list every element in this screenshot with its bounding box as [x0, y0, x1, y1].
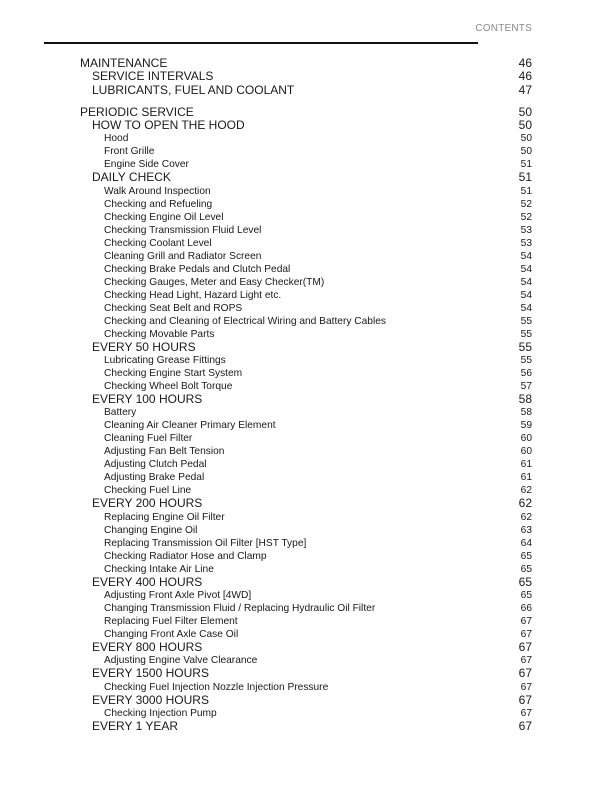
toc-entry-page: 65: [520, 550, 532, 562]
toc-entry-title: Front Grille: [104, 146, 155, 158]
toc-entry-level-1[interactable]: [80, 106, 532, 119]
toc-entry-title: Adjusting Front Axle Pivot [4WD]: [104, 589, 252, 601]
toc-entry-title: Replacing Transmission Oil Filter [HST Type]: [104, 537, 307, 549]
toc-entry-title: EVERY 50 HOURS: [92, 340, 196, 354]
toc-entry-page: 54: [520, 302, 532, 314]
toc-entry-page: 46: [518, 57, 532, 70]
toc-entry-level-3[interactable]: [80, 681, 532, 694]
toc-entry-title: Cleaning Fuel Filter: [104, 433, 193, 445]
toc-entry-title: Adjusting Clutch Pedal: [104, 459, 207, 471]
toc-entry-title: Changing Front Axle Case Oil: [104, 628, 239, 640]
toc-entry-title: Checking Seat Belt and ROPS: [104, 302, 243, 314]
toc-entry-title: Checking and Cleaning of Electrical Wiring and Battery Cables: [104, 315, 386, 327]
toc-entry-title: Checking Head Light, Hazard Light etc.: [104, 289, 282, 301]
toc-entry-level-3[interactable]: [80, 211, 532, 224]
toc-entry-page: 46: [518, 70, 532, 84]
toc-entry-level-2[interactable]: [80, 70, 532, 83]
toc-entry-level-3[interactable]: [80, 302, 532, 315]
toc-entry-page: 54: [520, 263, 532, 275]
toc-entry-page: 65: [520, 563, 532, 575]
toc-entry-page: 67: [520, 707, 532, 719]
running-header: CONTENTS: [475, 23, 532, 34]
toc-entry-page: 50: [520, 146, 532, 158]
toc-entry-level-3[interactable]: [80, 132, 532, 145]
toc-entry-level-3[interactable]: [80, 145, 532, 158]
toc-entry-level-3[interactable]: [80, 315, 532, 328]
toc-entry-title: Checking Wheel Bolt Torque: [104, 381, 233, 393]
toc-entry-page: 50: [518, 119, 532, 133]
toc-entry-level-3[interactable]: [80, 276, 532, 289]
toc-entry-title: Changing Transmission Fluid / Replacing Hydraulic Oil Filter: [104, 602, 376, 614]
toc-entry-page: 52: [520, 198, 532, 210]
toc-entry-level-3[interactable]: [80, 589, 532, 602]
toc-entry-level-3[interactable]: [80, 158, 532, 171]
section-gap: [80, 97, 532, 106]
toc-entry-level-2[interactable]: [80, 576, 532, 589]
toc-entry-page: 61: [520, 459, 532, 471]
toc-entry-title: Checking Movable Parts: [104, 328, 215, 340]
toc-entry-level-3[interactable]: [80, 289, 532, 302]
toc-entry-title: EVERY 200 HOURS: [92, 497, 203, 511]
toc-entry-level-3[interactable]: [80, 458, 532, 471]
toc-entry-page: 66: [520, 602, 532, 614]
toc-entry-title: Hood: [104, 133, 129, 145]
toc-entry-page: 51: [520, 159, 532, 171]
toc-entry-title: Checking Fuel Injection Nozzle Injection Pressure: [104, 681, 329, 693]
toc-entry-title: Cleaning Air Cleaner Primary Element: [104, 420, 276, 432]
toc-entry-page: 51: [518, 171, 532, 185]
toc-entry-level-2[interactable]: [80, 694, 532, 707]
toc-entry-page: 52: [520, 211, 532, 223]
toc-entry-level-3[interactable]: [80, 524, 532, 537]
toc-entry-title: LUBRICANTS, FUEL AND COOLANT: [92, 83, 295, 97]
toc-entry-page: 67: [518, 640, 532, 654]
toc-entry-title: EVERY 1500 HOURS: [92, 667, 209, 681]
toc-entry-page: 67: [520, 681, 532, 693]
toc-entry-level-3[interactable]: [80, 615, 532, 628]
toc-entry-title: Adjusting Fan Belt Tension: [104, 446, 225, 458]
toc-entry-title: HOW TO OPEN THE HOOD: [92, 119, 245, 133]
toc-entry-level-3[interactable]: [80, 445, 532, 458]
toc-entry-level-3[interactable]: [80, 367, 532, 380]
toc-entry-page: 54: [520, 250, 532, 262]
toc-entry-level-3[interactable]: [80, 380, 532, 393]
toc-entry-page: 61: [520, 472, 532, 484]
toc-entry-level-3[interactable]: [80, 432, 532, 445]
toc-entry-page: 62: [520, 485, 532, 497]
toc-entry-level-2[interactable]: [80, 720, 532, 733]
toc-entry-level-3[interactable]: [80, 484, 532, 497]
toc-entry-level-3[interactable]: [80, 563, 532, 576]
toc-entry-level-3[interactable]: [80, 707, 532, 720]
toc-entry-level-3[interactable]: [80, 328, 532, 341]
toc-entry-level-2[interactable]: [80, 119, 532, 132]
toc-entry-title: EVERY 3000 HOURS: [92, 693, 209, 707]
toc-entry-level-2[interactable]: [80, 341, 532, 354]
toc-entry-level-3[interactable]: [80, 406, 532, 419]
toc-entry-page: 50: [520, 133, 532, 145]
toc-entry-page: 59: [520, 420, 532, 432]
toc-entry-title: Checking Engine Start System: [104, 368, 243, 380]
toc-entry-page: 53: [520, 224, 532, 236]
toc-entry-title: Adjusting Brake Pedal: [104, 472, 205, 484]
header-rule: [44, 42, 478, 44]
toc-entry-page: 47: [518, 83, 532, 97]
toc-entry-level-3[interactable]: [80, 628, 532, 641]
toc-entry-title: Checking and Refueling: [104, 198, 213, 210]
toc-entry-title: PERIODIC SERVICE: [80, 105, 194, 119]
toc-entry-title: Checking Radiator Hose and Clamp: [104, 550, 267, 562]
toc-entry-page: 67: [520, 628, 532, 640]
toc-entry-page: 65: [520, 589, 532, 601]
toc-entry-title: EVERY 400 HOURS: [92, 575, 203, 589]
toc-entry-title: Checking Intake Air Line: [104, 563, 214, 575]
toc-entry-page: 50: [518, 105, 532, 119]
toc-entry-level-3[interactable]: [80, 602, 532, 615]
toc-entry-page: 65: [518, 575, 532, 589]
toc-entry-title: Walk Around Inspection: [104, 185, 211, 197]
toc-entry-title: EVERY 100 HOURS: [92, 393, 203, 407]
toc-entry-page: 54: [520, 276, 532, 288]
toc-entry-level-2[interactable]: [80, 393, 532, 406]
toc-entry-page: 60: [520, 446, 532, 458]
toc-entry-page: 67: [518, 719, 532, 733]
toc-entry-page: 67: [518, 693, 532, 707]
toc-entry-page: 55: [520, 328, 532, 340]
toc-entry-title: Checking Coolant Level: [104, 237, 212, 249]
toc-entry-level-3[interactable]: [80, 237, 532, 250]
toc-entry-page: 64: [520, 537, 532, 549]
toc-entry-title: Checking Brake Pedals and Clutch Pedal: [104, 263, 291, 275]
toc-entry-level-3[interactable]: [80, 263, 532, 276]
toc-entry-title: Lubricating Grease Fittings: [104, 355, 226, 367]
toc-entry-page: 55: [520, 315, 532, 327]
toc-entry-page: 67: [520, 615, 532, 627]
toc-entry-title: EVERY 1 YEAR: [92, 719, 179, 733]
toc-entry-title: Replacing Fuel Filter Element: [104, 615, 238, 627]
toc-entry-level-3[interactable]: [80, 250, 532, 263]
toc-entry-level-3[interactable]: [80, 471, 532, 484]
toc-entry-level-3[interactable]: [80, 550, 532, 563]
toc-entry-page: 67: [520, 655, 532, 667]
toc-entry-level-2[interactable]: [80, 171, 532, 184]
toc-entry-title: Replacing Engine Oil Filter: [104, 511, 225, 523]
toc-entry-level-3[interactable]: [80, 224, 532, 237]
toc-entry-level-2[interactable]: [80, 84, 532, 97]
toc-entry-level-2[interactable]: [80, 641, 532, 654]
toc-entry-level-2[interactable]: [80, 667, 532, 680]
toc-entry-title: Cleaning Grill and Radiator Screen: [104, 250, 262, 262]
toc-entry-level-3[interactable]: [80, 511, 532, 524]
toc-entry-title: DAILY CHECK: [92, 171, 171, 185]
toc-entry-level-3[interactable]: [80, 198, 532, 211]
toc-entry-page: 58: [520, 407, 532, 419]
toc-entry-page: 56: [520, 368, 532, 380]
toc-entry-title: Changing Engine Oil: [104, 524, 198, 536]
toc-entry-title: Checking Engine Oil Level: [104, 211, 224, 223]
toc-entry-page: 55: [520, 355, 532, 367]
toc-entry-title: Battery: [104, 407, 137, 419]
toc-entry-level-2[interactable]: [80, 497, 532, 510]
toc-entry-title: Engine Side Cover: [104, 159, 189, 171]
toc-entry-level-3[interactable]: [80, 185, 532, 198]
toc-entry-page: 63: [520, 524, 532, 536]
toc-entry-level-3[interactable]: [80, 419, 532, 432]
toc-entry-level-3[interactable]: [80, 654, 532, 667]
toc-entry-page: 58: [518, 393, 532, 407]
toc-entry-level-1[interactable]: [80, 57, 532, 70]
toc-entry-title: Adjusting Engine Valve Clearance: [104, 655, 258, 667]
toc-entry-title: Checking Fuel Line: [104, 485, 192, 497]
table-of-contents: [80, 57, 532, 733]
toc-entry-title: EVERY 800 HOURS: [92, 640, 203, 654]
toc-entry-page: 60: [520, 433, 532, 445]
toc-entry-title: Checking Injection Pump: [104, 707, 217, 719]
toc-entry-page: 67: [518, 667, 532, 681]
toc-entry-level-3[interactable]: [80, 354, 532, 367]
toc-entry-title: SERVICE INTERVALS: [92, 70, 214, 84]
toc-entry-page: 57: [520, 381, 532, 393]
toc-entry-level-3[interactable]: [80, 537, 532, 550]
toc-entry-title: MAINTENANCE: [80, 57, 168, 70]
toc-entry-title: Checking Transmission Fluid Level: [104, 224, 262, 236]
toc-entry-page: 62: [520, 511, 532, 523]
toc-entry-page: 53: [520, 237, 532, 249]
toc-entry-page: 51: [520, 185, 532, 197]
toc-entry-title: Checking Gauges, Meter and Easy Checker(TM): [104, 276, 325, 288]
toc-entry-page: 54: [520, 289, 532, 301]
toc-entry-page: 55: [518, 340, 532, 354]
toc-entry-page: 62: [518, 497, 532, 511]
